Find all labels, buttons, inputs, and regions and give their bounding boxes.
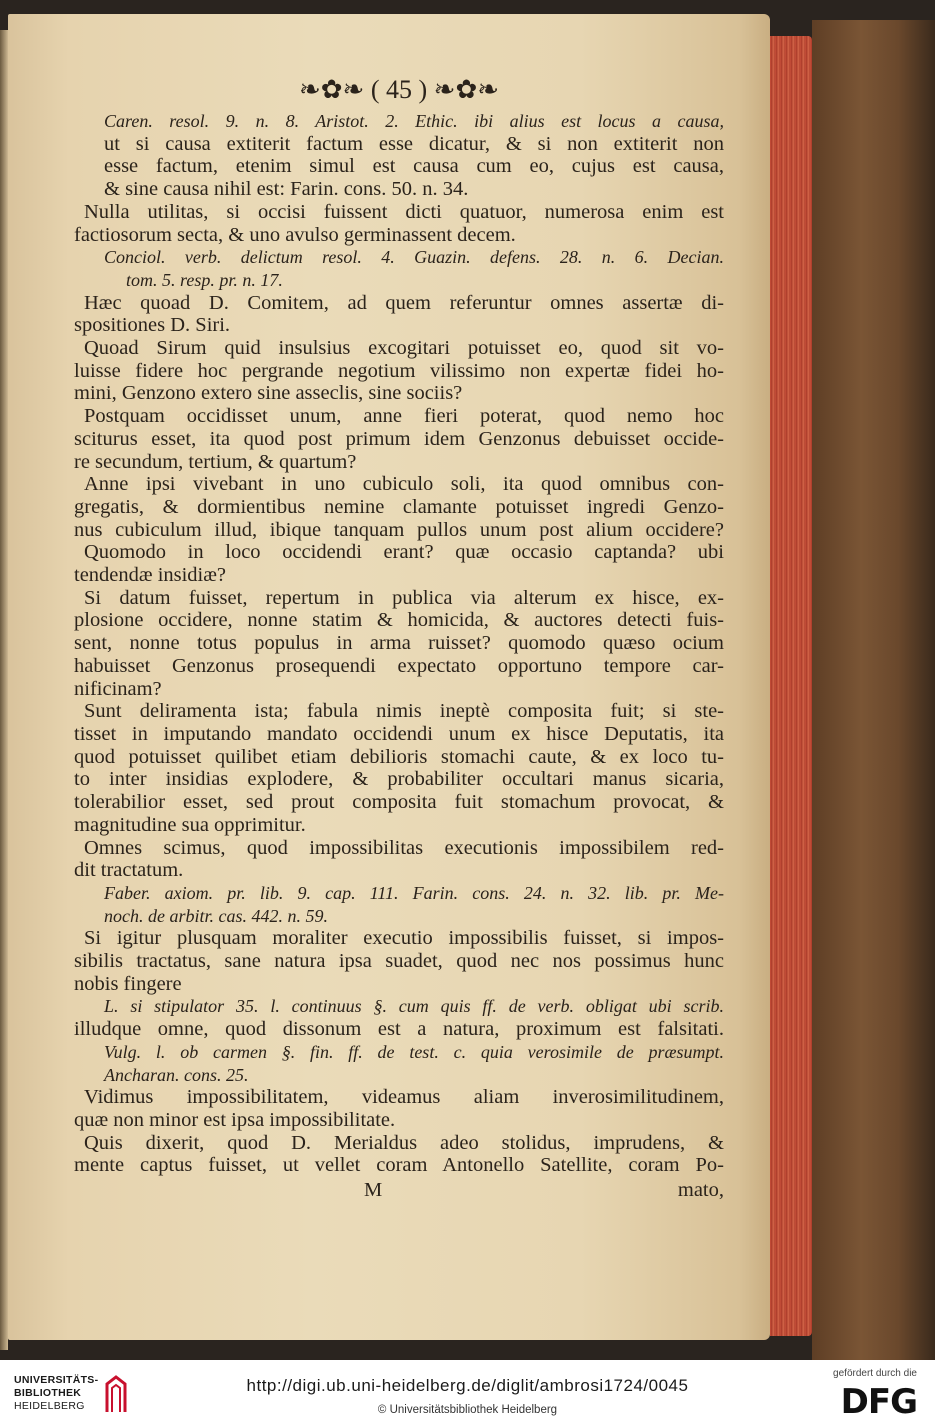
book-cover-edge: [812, 20, 935, 1360]
text-line: sent, nonne totus populus in arma ruisset? quomodo quæso ocium: [74, 632, 724, 655]
text-line: Si datum fuisset, repertum in publica via alterum ex hisce, ex-: [84, 586, 724, 609]
text-line: magnitudine sua opprimitur.: [74, 813, 306, 836]
text-line: noch. de arbitr. cas. 442. n. 59.: [104, 905, 328, 926]
text-line: tolerabilior esset, sed prout composita fuit stomachum provocat, &: [74, 791, 724, 814]
copyright-notice: © Universitätsbibliothek Heidelberg: [377, 1404, 558, 1416]
text-line: Quoad Sirum quid insulsius excogitari potuisset eo, quod sit vo-: [84, 337, 724, 360]
text-line: Caren. resol. 9. n. 8. Aristot. 2. Ethic. ibi alius est locus a causa,: [104, 111, 724, 131]
library-name-line1: UNIVERSITÄTS-: [14, 1374, 99, 1386]
text-line: L. si stipulator 35. l. continuus §. cum quis ff. de verb. obligat ubi scrib.: [104, 996, 724, 1017]
text-line: Postquam occidisset unum, anne fieri poterat, quod nemo hoc: [84, 405, 724, 428]
library-name-line2: BIBLIOTHEK: [14, 1387, 82, 1399]
text-line: nus cubiculum illud, ibique tanquam pullos unum post alium occidere?: [74, 518, 724, 541]
text-line: quod potuisset quilibet etiam debilioris stomachi caute, & ex loco tu-: [74, 745, 724, 768]
text-line: mente captus fuisset, ut vellet coram Antonello Satellite, coram Po-: [74, 1154, 724, 1177]
text-line: Ancharan. cons. 25.: [104, 1064, 249, 1085]
text-line: spositiones D. Siri.: [74, 314, 231, 337]
text-line: factiosorum secta, & uno avulso germinassent decem.: [74, 223, 516, 246]
text-line: to inter insidias explodere, & probabiliter occultari manus sicaria,: [74, 768, 724, 791]
text-line: Quis dixerit, quod D. Merialdus adeo stolidus, imprudens, &: [84, 1131, 724, 1154]
viewer-footer: [0, 1360, 935, 1428]
text-line: Conciol. verb. delictum resol. 4. Guazin. defens. 28. n. 6. Decian.: [104, 247, 724, 268]
text-line: Quomodo in loco occidendi erant? quæ occasio captanda? ubi: [84, 541, 724, 564]
text-line: nificinam?: [74, 677, 162, 700]
text-line: dit tractatum.: [74, 859, 184, 882]
text-line: & sine causa nihil est: Farin. cons. 50. n. 34.: [104, 178, 469, 201]
page-header: ❧✿❧ ( 45 ) ❧✿❧: [298, 75, 500, 104]
text-line: habuisset Genzonus prosequendi expectato opportuno tempore car-: [74, 654, 724, 677]
text-line: Sunt deliramenta ista; fabula nimis ineptè composita fuit; si ste-: [84, 700, 724, 723]
text-line: Vidimus impossibilitatem, videamus aliam inverosimilitudinem,: [84, 1086, 724, 1109]
text-line: Anne ipsi vivebant in uno cubiculo soli, ita quod omnibus con-: [84, 473, 724, 496]
page-url-link[interactable]: http://digi.ub.uni-heidelberg.de/diglit/ambrosi1724/0045: [246, 1376, 689, 1395]
text-line: nobis fingere: [74, 972, 182, 995]
text-line: Faber. axiom. pr. lib. 9. cap. 111. Farin. cons. 24. n. 32. lib. pr. Me-: [104, 882, 724, 903]
text-line: illudque omne, quod dissonum est a natura, proximum est falsitati.: [74, 1018, 724, 1041]
text-line: gregatis, & dormientibus nemine clamante potuisset ingredi Genzo-: [74, 495, 724, 518]
red-page-edges: [770, 36, 812, 1336]
signature-mark: M: [364, 1179, 383, 1202]
text-line: re secundum, tertium, & quartum?: [74, 450, 357, 473]
text-line: plosione occidere, nonne statim & homicida, & auctores detecti fuis-: [74, 609, 724, 632]
text-line: Nulla utilitas, si occisi fuissent dicti quatuor, numerosa enim est: [84, 200, 724, 223]
library-name-line3: HEIDELBERG: [14, 1400, 85, 1412]
sponsor-caption: gefördert durch die: [833, 1368, 917, 1379]
text-lines: [74, 110, 724, 1177]
page-text: [74, 74, 724, 1201]
text-line: mini, Genzono extero sine asseclis, sine sociis?: [74, 382, 463, 405]
catchword: mato,: [677, 1179, 724, 1202]
text-line: quæ non minor est ipsa impossibilitate.: [74, 1108, 396, 1131]
dfg-logo: DFG: [840, 1382, 917, 1422]
left-page-edge: [0, 30, 8, 1350]
text-line: tendendæ insidiæ?: [74, 564, 227, 587]
text-line: sciturus esset, ita quod post primum idem Genzonus debuisset occide-: [74, 427, 724, 450]
text-line: luisse fidere hoc pergrande negotium vilissimo non expertæ fidei ho-: [74, 359, 724, 382]
text-line: Vulg. l. ob carmen §. fin. ff. de test. c. quia verosimile de præsumpt.: [104, 1041, 724, 1062]
text-line: Si igitur plusquam moraliter executio impossibilis fuisset, si impos-: [84, 927, 724, 950]
signature-row: [74, 1179, 724, 1201]
text-line: tom. 5. resp. pr. n. 17.: [126, 269, 283, 290]
text-line: Hæc quoad D. Comitem, ad quem referuntur omnes assertæ di-: [84, 291, 724, 314]
text-line: tisset in imputando mandato occidendi unum ex hisce Deputatis, ita: [74, 722, 724, 745]
text-line: sibilis tractatus, sane natura ipsa suadet, quod nec nos possimus hunc: [74, 950, 724, 973]
text-line: esse factum, etenim simul est causa cum eo, cujus est causa,: [104, 155, 724, 178]
text-line: Omnes scimus, quod impossibilitas executionis impossibilem red-: [84, 836, 724, 859]
text-line: ut si causa extiterit factum esse dicatur, & si non extiterit non: [104, 132, 724, 155]
